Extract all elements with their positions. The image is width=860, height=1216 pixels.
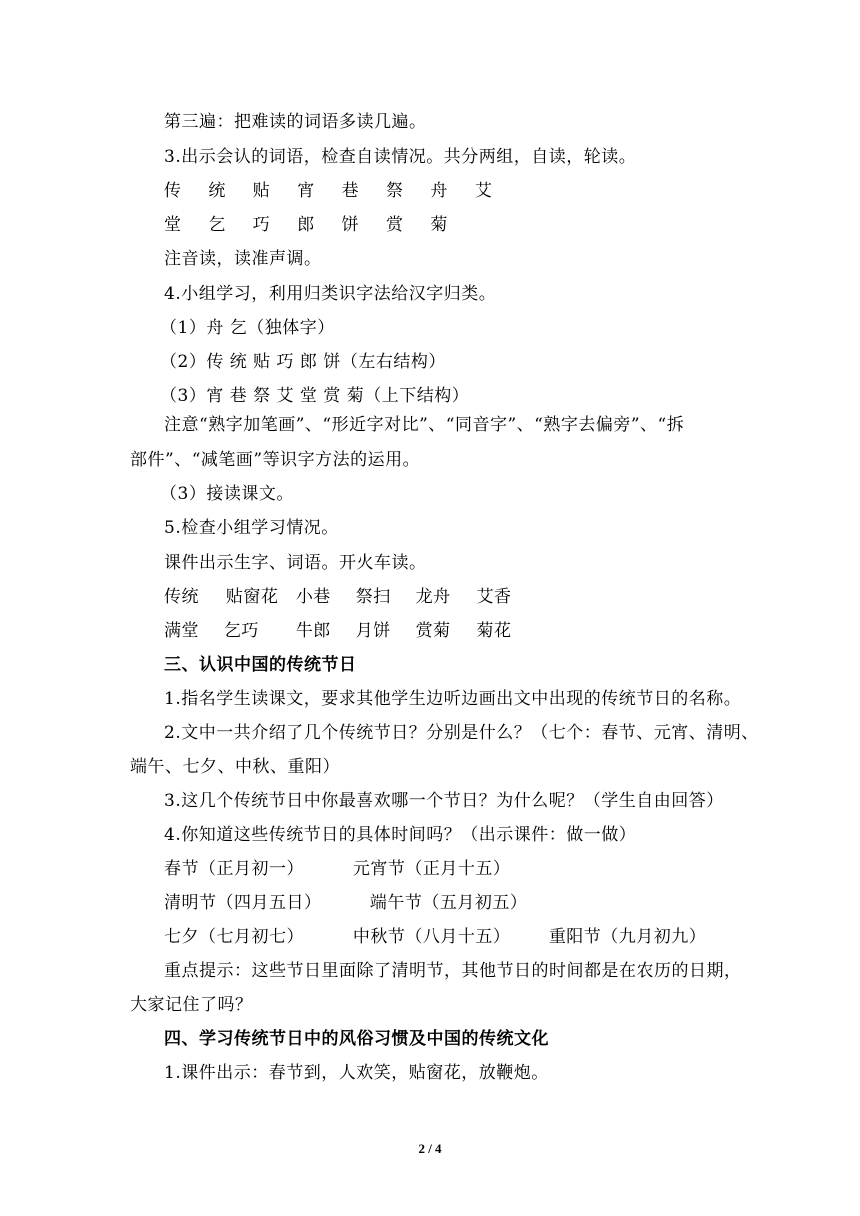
- section-heading: 三、认识中国的传统节日: [164, 655, 357, 675]
- text-line: 注意“熟字加笔画”、“形近字对比”、“同音字”、“熟字去偏旁”、“拆: [164, 415, 685, 435]
- section-heading: 四、学习传统节日中的风俗习惯及中国的传统文化: [164, 1029, 549, 1049]
- text-line: 注音读，读准声调。: [164, 249, 322, 269]
- word: 赏菊: [415, 621, 451, 641]
- festival-date: 端午节（五月初五）: [369, 893, 528, 913]
- text-line: （3）宵 巷 祭 艾 堂 赏 菊（上下结构）: [160, 386, 470, 406]
- character-list: 堂 乞 巧 郎 饼 赏 菊: [164, 215, 459, 235]
- word: 小巷: [295, 587, 331, 607]
- festival-date: 重阳节（九月初九）: [548, 927, 707, 947]
- word: 满堂: [164, 621, 199, 641]
- text-line: 部件”、“减笔画”等识字方法的运用。: [130, 450, 421, 470]
- festival-row-1: [164, 858, 510, 880]
- word-list-row-2: [164, 620, 512, 642]
- word: 传统: [164, 587, 199, 607]
- festival-row-3: [164, 926, 706, 948]
- text-line: （3）接读课文。: [160, 484, 294, 504]
- text-line: 4.你知道这些传统节日的具体时间吗？（出示课件：做一做）: [164, 825, 637, 845]
- festival-date: 春节（正月初一）: [164, 859, 304, 879]
- word: 牛郎: [295, 621, 331, 641]
- word: 乞巧: [223, 621, 259, 641]
- text-line: 1.指名学生读课文，要求其他学生边听边画出文中出现的传统节日的名称。: [164, 689, 742, 709]
- word: 龙舟: [415, 587, 451, 607]
- text-line: 2.文中一共介绍了几个传统节日？分别是什么？（七个：春节、元宵、清明、: [164, 723, 759, 743]
- text-line: 5.检查小组学习情况。: [164, 518, 339, 538]
- word: 贴窗花: [225, 587, 279, 607]
- word: 月饼: [355, 621, 391, 641]
- word-list-row-1: [164, 586, 512, 608]
- word: 艾香: [476, 587, 512, 607]
- festival-date: 七夕（七月初七）: [164, 927, 304, 947]
- festival-date: 元宵节（正月十五）: [352, 859, 511, 879]
- text-line: 课件出示生字、词语。开火车读。: [164, 553, 427, 573]
- text-line: 4.小组学习，利用归类识字法给汉字归类。: [164, 284, 497, 304]
- festival-date: 中秋节（八月十五）: [352, 927, 511, 947]
- text-line: 1.课件出示：春节到，人欢笑，贴窗花，放鞭炮。: [164, 1063, 549, 1083]
- text-line: 第三遍：把难读的词语多读几遍。: [164, 112, 427, 132]
- text-line: 3.这几个传统节日中你最喜欢哪一个节日？为什么呢？（学生自由回答）: [164, 791, 724, 811]
- text-line: （1）舟 乞（独体字）: [160, 318, 335, 338]
- text-line: 重点提示：这些节日里面除了清明节，其他节日的时间都是在农历的日期，: [164, 961, 742, 981]
- page-number: 2 / 4: [418, 1141, 442, 1156]
- text-line: 大家记住了吗？: [130, 995, 253, 1015]
- word: 祭扫: [355, 587, 391, 607]
- word: 菊花: [476, 621, 512, 641]
- text-line: 端午、七夕、中秋、重阳）: [130, 757, 340, 777]
- festival-date: 清明节（四月五日）: [164, 893, 322, 913]
- text-line: 3.出示会认的词语，检查自读情况。共分两组，自读，轮读。: [164, 147, 637, 167]
- text-line: （2）传 统 贴 巧 郎 饼（左右结构）: [160, 352, 446, 372]
- festival-row-2: [164, 892, 527, 914]
- character-list: 传 统 贴 宵 巷 祭 舟 艾: [164, 181, 503, 201]
